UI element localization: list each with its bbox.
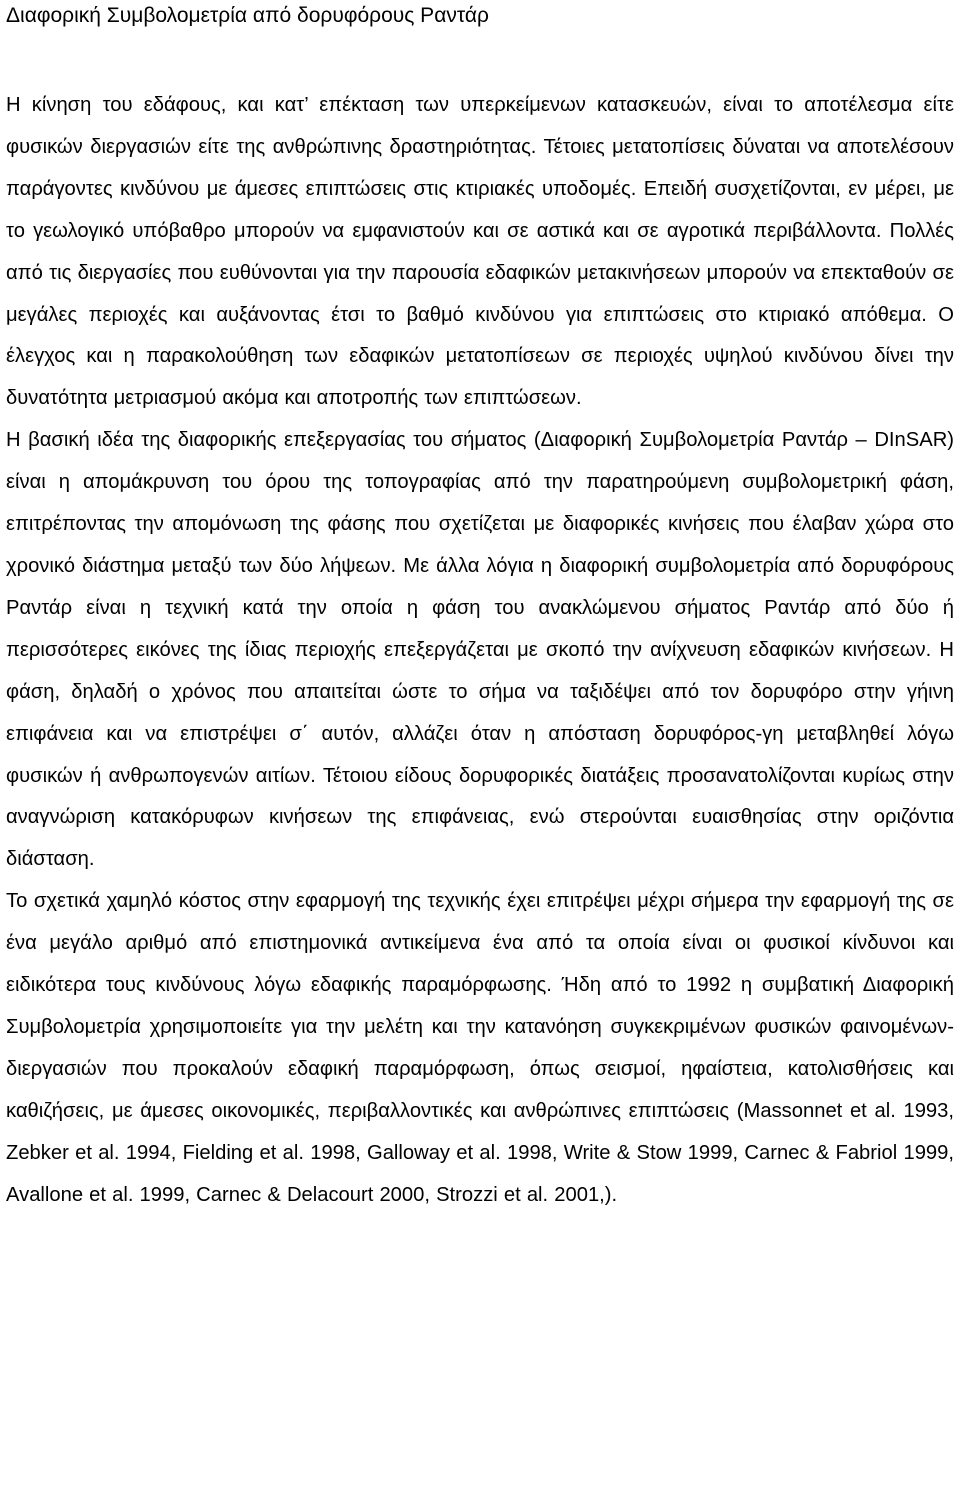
paragraph-applications: Το σχετικά χαμηλό κόστος στην εφαρμογή της τεχνικής έχει επιτρέψει μέχρι σήμερα την εφαρμογή της σε ένα μεγάλο αριθμό από επιστημονικά αντικείμενα ένα από τα οποία είναι οι φυσικοί κίνδυνοι και ειδικότερα τους κινδύνους λόγω εδαφικής παραμόρφωσης. Ήδη από το 1992 η συμβατική Διαφορική Συμβολομετρία χρησιμοποιείτε για την μελέτη και την κατανόηση συγκεκριμένων φυσικών φαινομένων-διεργασιών που προκαλούν εδαφική παραμόρφωση, όπως σεισμοί, ηφαίστεια, κατολισθήσεις και καθιζήσεις, με άμεσες οικονομικές, περιβαλλοντικές και ανθρώπινες επιπτώσεις (Massonnet et al. 1993, Zebker et al. 1994, Fielding et al. 1998, Galloway et al. 1998, Write & Stow 1999, Carnec & Fabriol 1999, Avallone et al. 1999, Carnec & Delacourt 2000, Strozzi et al. 2001,). <box>6 890 954 1206</box>
paragraph-ground-motion: Η κίνηση του εδάφους, και κατ’ επέκταση των υπερκείμενων κατασκευών, είναι το αποτέλεσμα είτε φυσικών διεργασιών είτε της ανθρώπινης δραστηριότητας. Τέτοιες μετατοπίσεις δύναται να αποτελέσουν παράγοντες κινδύνου με άμεσες επιπτώσεις στις κτιριακές υποδομές. Επειδή συσχετίζονται, εν μέρει, με το γεωλογικό υπόβαθρο μπορούν να εμφανιστούν και σε αστικά και σε αγροτικά περιβάλλοντα. Πολλές από τις διεργασίες που ευθύνονται για την παρουσία εδαφικών μετακινήσεων μπορούν να επεκταθούν σε μεγάλες περιοχές και αυξάνοντας έτσι το βαθμό κινδύνου για επιπτώσεις στο κτιριακό απόθεμα. Ο έλεγχος και η παρακολούθηση των εδαφικών μετατοπίσεων σε περιοχές υψηλού κινδύνου δίνει την δυνατότητα μετριασμού ακόμα και αποτροπής των επιπτώσεων. <box>6 94 954 410</box>
title-spacer <box>6 30 954 85</box>
paragraph-dinsar-concept: Η βασική ιδέα της διαφορικής επεξεργασίας του σήματος (Διαφορική Συμβολομετρία Ραντάρ – DInSAR) είναι η απομάκρυνση του όρου της τοπογραφίας από την παρατηρούμενη συμβολομετρική φάση, επιτρέποντας την απομόνωση της φάσης που σχετίζεται με διαφορικές κινήσεις που έλαβαν χώρα στο χρονικό διάστημα μεταξύ των δύο λήψεων. Με άλλα λόγια η διαφορική συμβολομετρία από δορυφόρους Ραντάρ είναι η τεχνική κατά την οποία η φάση του ανακλώμενου σήματος Ραντάρ από δύο ή περισσότερες εικόνες της ίδιας περιοχής επεξεργάζεται με σκοπό την ανίχνευση εδαφικών κινήσεων. Η φάση, δηλαδή ο χρόνος που απαιτείται ώστε το σήμα να ταξιδέψει από τον δορυφόρο στην γήινη επιφάνεια και να επιστρέψει σ΄ αυτόν, αλλάζει όταν η απόσταση δορυφόρος-γη μεταβληθεί λόγω φυσικών ή ανθρωπογενών αιτίων. Τέτοιου είδους δορυφορικές διατάξεις προσανατολίζονται κυρίως στην αναγνώριση κατακόρυφων κινήσεων της επιφάνειας, ενώ στερούνται ευαισθησίας στην οριζόντια διάσταση. <box>6 429 954 871</box>
document-title: Διαφορική Συμβολομετρία από δορυφόρους Ραντάρ <box>6 4 489 27</box>
document-page <box>6 0 954 1216</box>
